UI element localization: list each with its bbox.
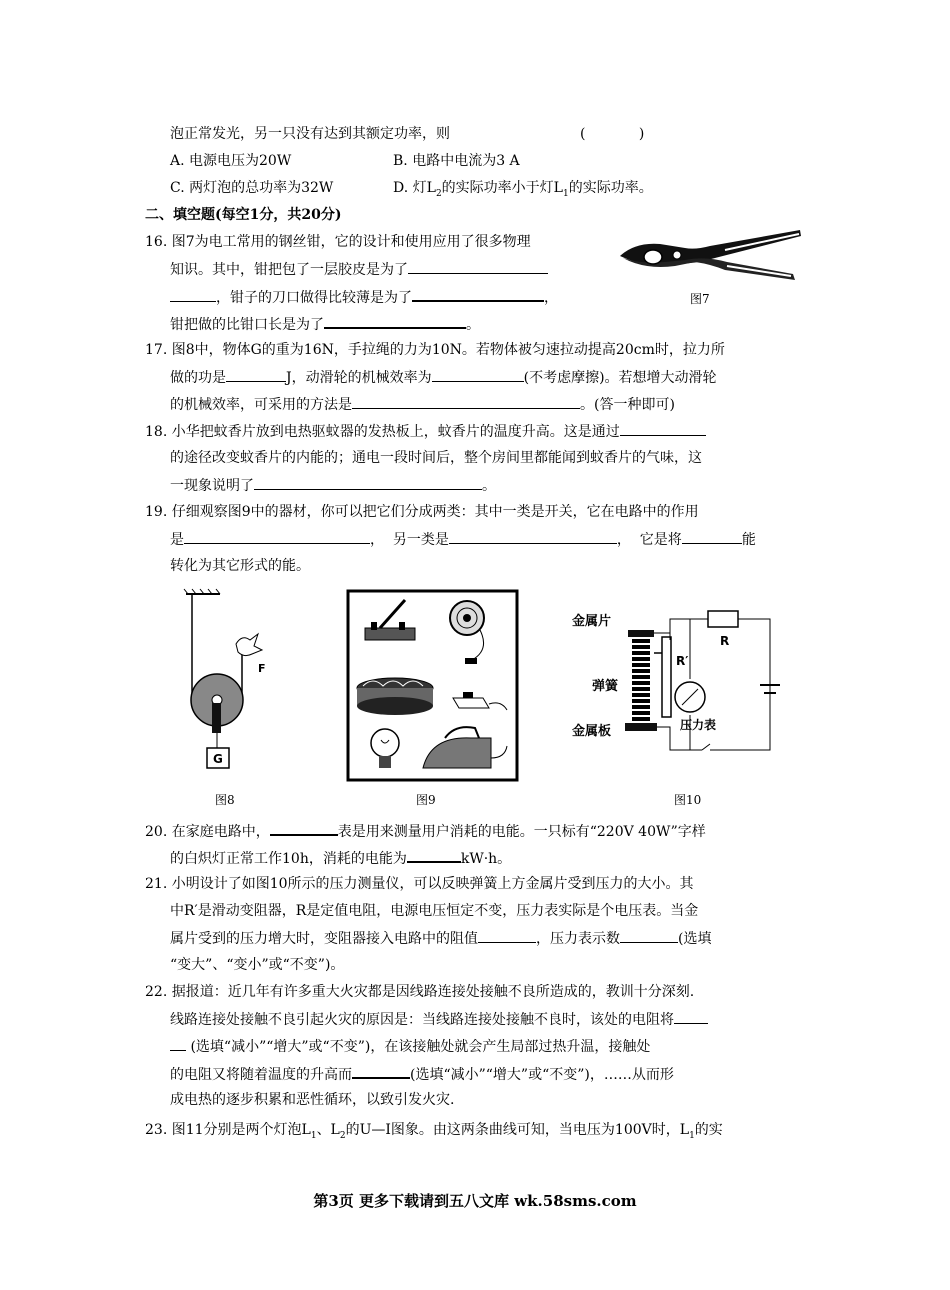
q22-line4: 的电阻又将随着温度的升高而 (选填“减小”“增大”或“不变”)，……从而形 bbox=[170, 1063, 674, 1085]
fig10-label-r: R bbox=[720, 634, 730, 648]
q21-line3: 属片受到的压力增大时，变阻器接入电路中的阻值 ，压力表示数 (选填 bbox=[170, 928, 711, 949]
fig10-label-r-prime: R′ bbox=[676, 654, 689, 668]
fig10-label-metal-plate: 金属板 bbox=[572, 724, 612, 739]
q16-line1: 16. 图7为电工常用的钢丝钳，它的设计和使用应用了很多物理 bbox=[145, 234, 531, 250]
pliers-figure bbox=[615, 224, 805, 286]
q17-line3: 的机械效率，可采用的方法是 。(答一种即可) bbox=[170, 394, 675, 415]
q21-line1: 21. 小明设计了如图10所示的压力测量仪，可以反映弹簧上方金属片受到压力的大小。其 bbox=[145, 876, 694, 892]
q15-answer-bracket: ( ) bbox=[580, 126, 645, 142]
fig8-caption: 图8 bbox=[215, 793, 235, 807]
fig8-label-g: G bbox=[213, 752, 223, 766]
fig10-caption: 图10 bbox=[674, 793, 702, 807]
fig8-label-f: F bbox=[258, 662, 266, 675]
section-heading: 二、填空题(每空1分，共20分) bbox=[145, 207, 342, 223]
q15-option-c: C. 两灯泡的总功率为32W bbox=[170, 180, 334, 196]
fig10-label-meter: 压力表 bbox=[680, 718, 717, 732]
q18-line1: 18. 小华把蚊香片放到电热驱蚊器的发热板上，蚊香片的温度升高。这是通过 bbox=[145, 421, 706, 442]
q15-stem: 泡正常发光，另一只没有达到其额定功率，则 bbox=[170, 126, 450, 142]
q17-line1: 17. 图8中，物体G的重为16N，手拉绳的力为10N。若物体被匀速拉动提高20cm时，拉力所 bbox=[145, 342, 725, 358]
pulley-figure bbox=[180, 588, 280, 778]
pressure-gauge-figure bbox=[570, 605, 780, 755]
q21-line4: “变大”、“变小”或“不变”)。 bbox=[170, 957, 345, 973]
q15-option-d: D. 灯$L_2$的实际功率小于灯$L_1$的实际功率。 bbox=[393, 180, 653, 199]
devices-figure bbox=[345, 588, 520, 783]
q21-line2: 中R′是滑动变阻器，R是定值电阻，电源电压恒定不变，压力表实际是个电压表。当金 bbox=[170, 903, 699, 919]
q19-line2: 是 ， 另一类是 ， 它是将 能 bbox=[170, 529, 756, 550]
fig9-caption: 图9 bbox=[416, 793, 436, 807]
q16-line4: 钳把做的比钳口长是为了 。 bbox=[170, 313, 480, 335]
q16-line3: ，钳子的刀口做得比较薄是为了 ， bbox=[170, 286, 558, 308]
q22-line3: (选填“减小”“增大”或“不变”)，在该接触处就会产生局部过热升温，接触处 bbox=[170, 1036, 650, 1057]
q22-line5: 成电热的逐步积累和恶性循环，以致引发火灾. bbox=[170, 1092, 455, 1108]
q18-line2: 的途径改变蚊香片的内能的；通电一段时间后，整个房间里都能闻到蚊香片的气味，这 bbox=[170, 450, 702, 466]
q22-line2: 线路连接处接触不良引起火灾的原因是：当线路连接处接触不良时，该处的电阻将 bbox=[170, 1009, 708, 1030]
q16-line2: 知识。其中，钳把包了一层胶皮是为了 bbox=[170, 259, 548, 280]
q20-line2: 的白炽灯正常工作10h，消耗的电能为 kW·h。 bbox=[170, 847, 511, 869]
q15-option-b: B. 电路中电流为3 A bbox=[393, 153, 520, 169]
q15-option-a: A. 电源电压为20W bbox=[170, 153, 292, 169]
fig10-label-metal-piece: 金属片 bbox=[572, 614, 612, 629]
fig10-label-spring: 弹簧 bbox=[592, 679, 619, 694]
q23-line1: 23. 图11分别是两个灯泡$L_1$、$L_2$的U—I图象。由这两条曲线可知，当电压为100V时，$L_1$的实 bbox=[145, 1122, 723, 1141]
q17-line2: 做的功是 J，动滑轮的机械效率为 (不考虑摩擦)。若想增大动滑轮 bbox=[170, 367, 717, 388]
q19-line3: 转化为其它形式的能。 bbox=[170, 558, 310, 574]
page-footer: 第3页 更多下载请到五八文库 wk.58sms.com bbox=[313, 1192, 637, 1210]
q18-line3: 一现象说明了 。 bbox=[170, 475, 496, 496]
q19-line1: 19. 仔细观察图9中的器材，你可以把它们分成两类：其中一类是开关，它在电路中的作用 bbox=[145, 504, 699, 520]
fig7-caption: 图7 bbox=[690, 292, 710, 306]
q20-line1: 20. 在家庭电路中， 表是用来测量用户消耗的电能。一只标有“220V 40W”字样 bbox=[145, 820, 706, 842]
q22-line1: 22. 据报道：近几年有许多重大火灾都是因线路连接处接触不良所造成的，教训十分深刻. bbox=[145, 984, 695, 1000]
heater-icon bbox=[357, 678, 433, 715]
